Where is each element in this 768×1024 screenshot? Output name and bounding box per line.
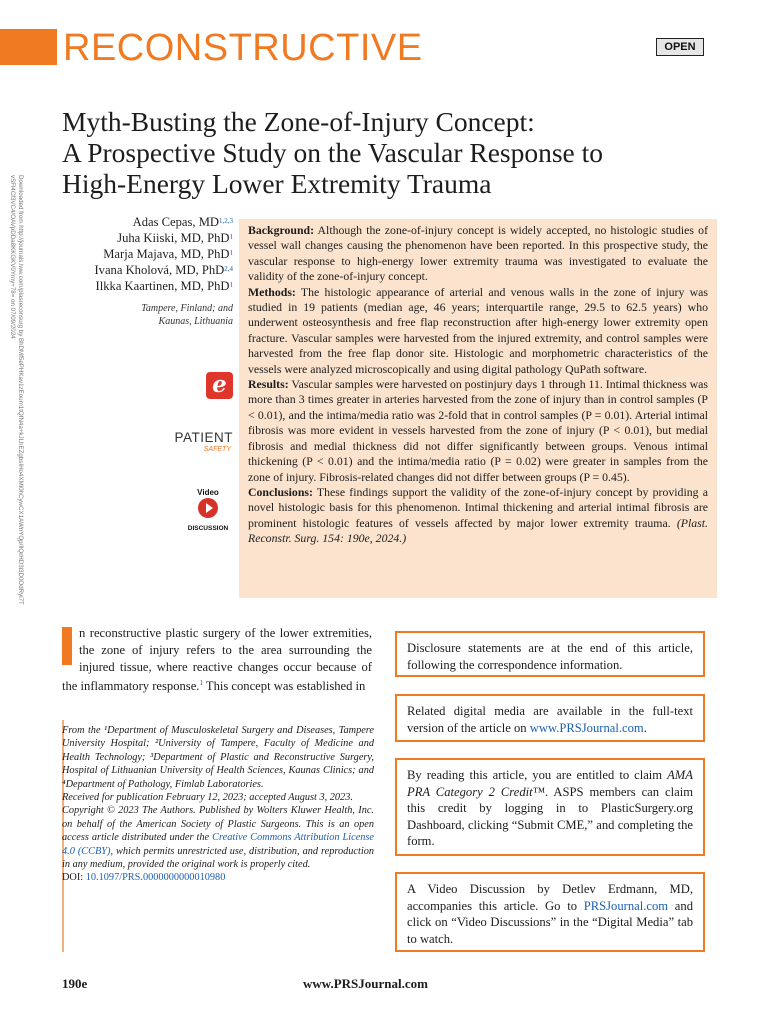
video-discussion-icon[interactable]: Video DISCUSSION	[187, 488, 229, 532]
section-title: RECONSTRUCTIVE	[63, 27, 423, 69]
author: Ilkka Kaartinen, MD, PhD$^1$	[95, 279, 233, 293]
reference-link[interactable]: 1	[199, 679, 203, 688]
prsjournal-link[interactable]: www.PRSJournal.com	[529, 720, 644, 735]
author: Adas Cepas, MD$^{1,2,3}$	[132, 215, 233, 229]
author: Ivana Kholová, MD, PhD$^{2,4}$	[94, 263, 233, 277]
doi-link[interactable]: 10.1097/PRS.0000000000010980	[85, 872, 226, 884]
author: Marja Majava, MD, PhD$^1$	[103, 247, 233, 261]
title-line-2: A Prospective Study on the Vascular Response to	[62, 137, 604, 168]
download-note-text: Downloaded from http://journals.lww.com/plasreconsurg by BhDMf5ePHKav1zEoum1tQfN4a+kJLhEZgbsIHo4XMi0hCywCX1AWnYQp/IlQrHD3i3D0OdRyi7TvSFl4Cf3VC4/OAVpDDa8KKGKV0Ymy+78= on 07/09/2024	[9, 175, 24, 605]
title-line-3: High-Energy Lower Extremity Trauma	[62, 168, 492, 199]
footer-url[interactable]: www.PRSJournal.com	[303, 976, 428, 991]
received-dates: Received for publication February 12, 2023; accepted August 3, 2023.	[62, 792, 353, 804]
open-access-badge: OPEN	[656, 38, 704, 56]
license-link[interactable]: Creative Commons Attribution License 4.0 (CCBY)	[62, 832, 375, 857]
abstract-results: Results: Vascular samples were harvested on postinjury days 1 through 11. Intimal thickness was more than 3 times greater in arteries harvested from the zone of injury than in control samples (P < 0.01), and the intima/media ratio was 2-fold that in control samples (P = 0.01). Arterial intimal fibrosis was more evident in vessels harvested from the zone of injury (P < 0.01), but medial fibrosis and medial thickness did not differ significantly between groups. Venous intimal thickening (P < 0.01) and the intima/media ratio (P = 0.02) were greater in samples from the zone of injury. Fibrosis-related changes did not differ between groups (P = 0.45).	[248, 377, 709, 484]
video-link[interactable]: PRSJournal.com	[583, 898, 669, 913]
abstract-methods: Methods: The histologic appearance of arterial and venous walls in the zone of injury was studied in 19 patients (median age, 46 years; interquartile range, 29.5 to 62.5 years) who underwent osteosynthesis and free flap reconstruction after high-energy lower extremity open fracture. Vascular samples were harvested from the injured extremity, and control samples were harvested from the free flap donor site. Histologic and morphometric characteristics of the vessels were analyzed microscopically and using digital pathology QuPath software.	[248, 284, 708, 376]
cme-box: By reading this article, you are entitled to claim AMA PRA Category 2 Credit™. ASPS members can claim this credit by logging in to PlasticSurgery.org Dashboard, clicking “Submit CME,” and completing the form.	[395, 758, 705, 856]
download-note	[8, 175, 24, 605]
author-location: Tampere, Finland; and Kaunas, Lithuania	[141, 303, 233, 327]
section-color-bar	[0, 29, 57, 65]
abstract-box	[239, 219, 717, 598]
disclosure-box: Disclosure statements are at the end of this article, following the correspondence information.	[395, 631, 705, 677]
abstract-conclusions: Conclusions: These findings support the validity of the zone-of-injury concept by providing a novel histologic basis for this phenomenon. Intimal thickening and arterial intimal fibrosis are prominent histologic features of vessels affected by major lower extremity trauma. (Plast. Reconstr. Surg. 154: 190e, 2024.)	[248, 484, 709, 546]
affiliation-from: From the ¹Department of Musculoskeletal Surgery and Diseases, Tampere University Hospital; ²University of Tampere, Faculty of Medicine and Health Technology; ³Department of Plastic and Reconstructive Surgery, Hospital of Lithuanian University of Health Sciences, Kaunas Clinics; and ⁴Department of Pathology, Fimlab Laboratories.	[62, 725, 374, 790]
supplemental-content-icon[interactable]: e	[206, 372, 233, 399]
article-title	[62, 106, 722, 199]
digital-media-box: Related digital media are available in the full-text version of the article on www.PRSJournal.com.	[395, 694, 705, 742]
abstract-background: Background: Although the zone-of-injury concept is widely accepted, no histologic studies of vessel wall changes causing the phenomenon have been reported. In this prospective study, the vascular response to high-energy lower extremity trauma was investigated to evaluate the validity of the zone-of-injury concept.	[248, 223, 708, 284]
video-discussion-box: A Video Discussion by Detlev Erdmann, MD, accompanies this article. Go to PRSJournal.com and click on “Video Discussions” in the “Digital Media” tab to watch.	[395, 872, 705, 952]
patient-safety-icon: PATIENT SAFETY	[174, 430, 233, 453]
copyright-notice: Copyright © 2023 The Authors. Published by Wolters Kluwer Health, Inc. on behalf of the American Society of Plastic Surgeons. This is an open access article distributed under the Creative Commons Attribution License 4.0 (CCBY), which permits unrestricted use, distribution, and reproduction in any medium, provided the original work is properly cited.	[62, 805, 375, 871]
affiliations	[62, 724, 374, 885]
doi-line: DOI: 10.1097/PRS.0000000000010980	[62, 872, 226, 884]
title-line-1: Myth-Busting the Zone-of-Injury Concept:	[62, 106, 535, 137]
drop-cap	[62, 627, 72, 665]
citation: (Plast. Reconstr. Surg. 154: 190e, 2024.)	[248, 515, 709, 546]
body-intro: n reconstructive plastic surgery of the lower extremities, the zone of injury refers to the area surrounding the injured tissue, where reactive changes occur because of the inflammatory response.$^1$ This concept was established in	[62, 626, 372, 694]
page-number: 190e	[62, 976, 88, 991]
author: Juha Kiiski, MD, PhD$^1$	[117, 231, 233, 245]
play-icon	[198, 498, 218, 518]
author-list	[60, 214, 233, 328]
